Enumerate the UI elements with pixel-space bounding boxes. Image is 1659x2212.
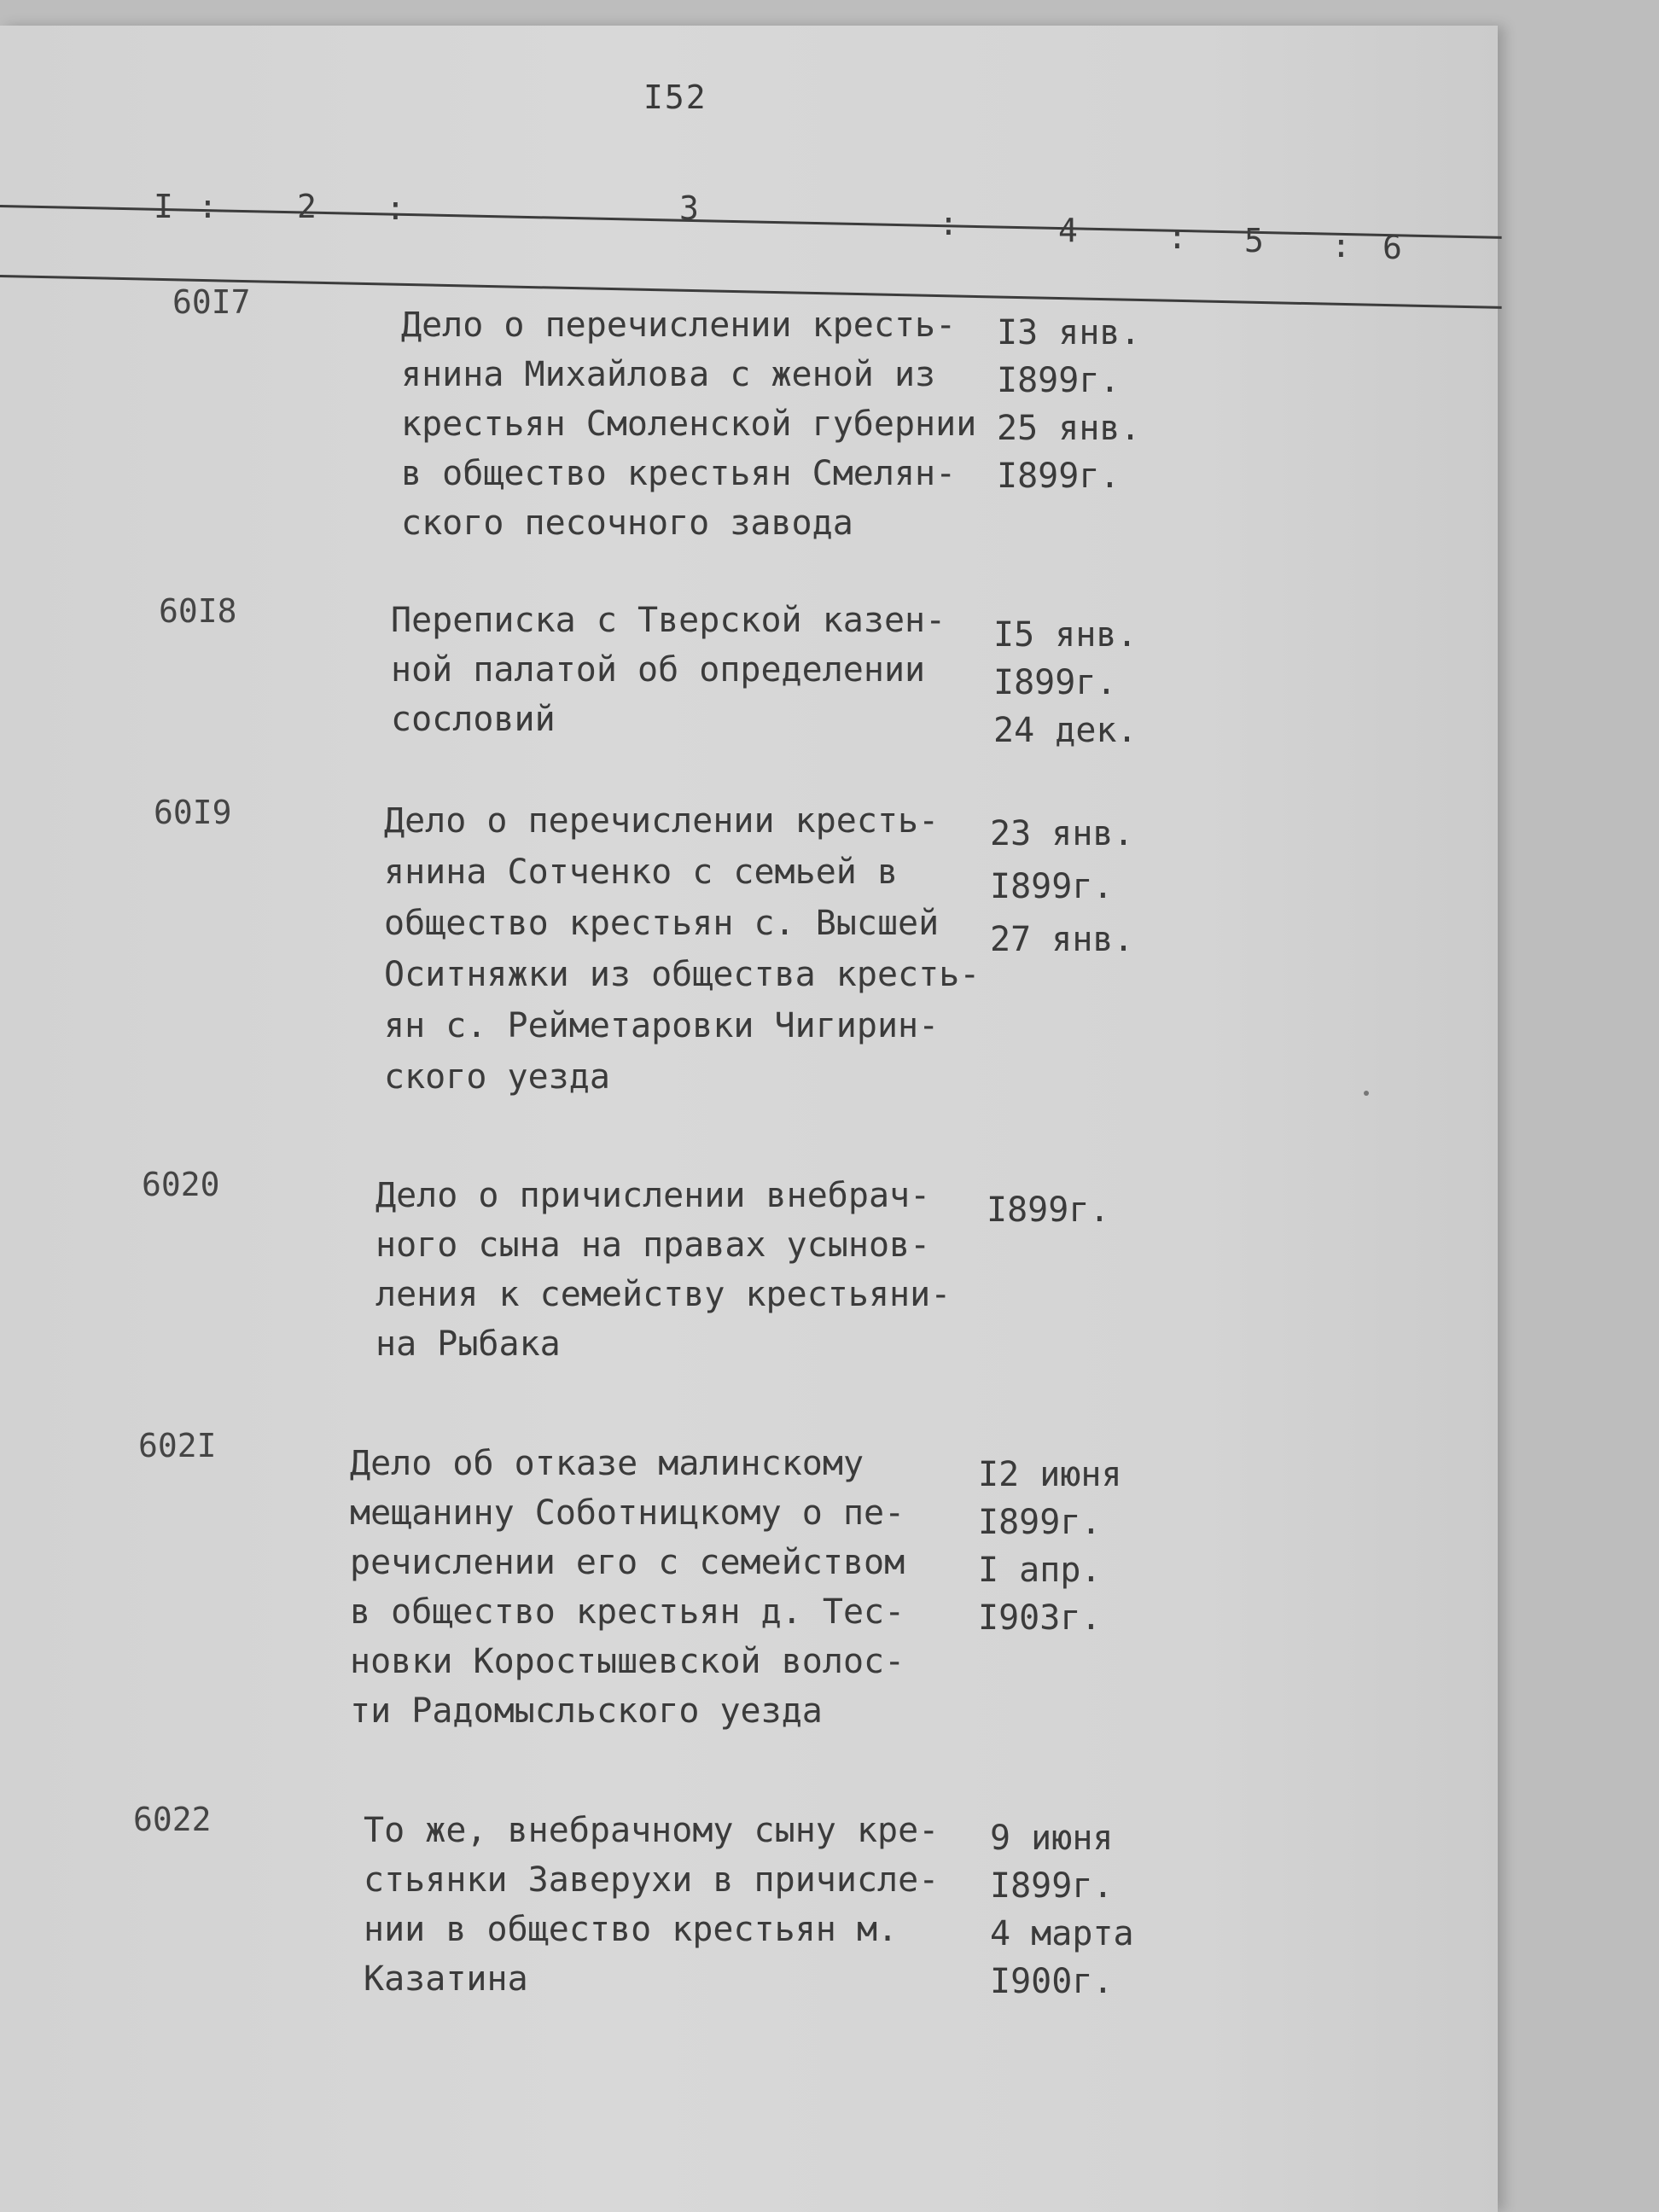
- column-separator: :: [1167, 218, 1187, 256]
- entry-description: То же, внебрачному сыну кре- стьянки Заверухи в причисле- нии в общество крестьян м. Казатина: [364, 1811, 940, 1999]
- column-header-2: 2: [297, 188, 317, 225]
- column-separator: :: [939, 205, 958, 242]
- column-separator: :: [1331, 227, 1351, 265]
- column-separator: :: [386, 189, 405, 227]
- column-header-6: 6: [1382, 229, 1402, 266]
- table-header-top-rule: [0, 205, 1502, 239]
- column-header-1: I: [154, 188, 173, 225]
- column-header-3: 3: [679, 189, 699, 227]
- entry-description: Дело о перечислении кресть- янина Михайлова с женой из крестьян Смоленской губернии в общество крестьян Смелян- ского песочного завода: [401, 306, 977, 543]
- entry-description: Переписка с Тверской казен- ной палатой об определении сословий: [391, 601, 946, 739]
- entry-description: Дело о перечислении кресть- янина Сотченко с семьей в общество крестьян с. Высшей Оситняжки из общества кресть- ян с. Рейметаровки Чигирин- ского уезда: [384, 801, 981, 1097]
- entry-number: 60I9: [154, 794, 232, 831]
- entry-number: 6022: [133, 1801, 212, 1838]
- entry-dates: I899г.: [987, 1190, 1110, 1230]
- column-header-4: 4: [1058, 212, 1078, 249]
- column-header-5: 5: [1244, 222, 1264, 259]
- entry-dates: I5 янв. I899г. 24 дек.: [993, 615, 1138, 750]
- document-page: [0, 26, 1498, 2212]
- paper-speck: [1364, 1091, 1369, 1096]
- column-separator: :: [198, 188, 218, 225]
- entry-dates: 9 июня I899г. 4 марта I900г.: [990, 1819, 1134, 2001]
- entry-dates: I2 июня I899г. I апр. I903г.: [978, 1455, 1122, 1638]
- entry-number: 602I: [138, 1427, 217, 1464]
- entry-description: Дело о причислении внебрач- ного сына на правах усынов- ления к семейству крестьяни- на Рыбака: [375, 1176, 952, 1364]
- entry-dates: 23 янв. I899г. 27 янв.: [990, 814, 1134, 959]
- entry-number: 6020: [142, 1166, 220, 1203]
- entry-dates: I3 янв. I899г. 25 янв. I899г.: [997, 313, 1141, 496]
- page-number: I52: [643, 79, 707, 116]
- entry-description: Дело об отказе малинскому мещанину Соботницкому о пе- речислении его с семейством в общество крестьян д. Тес- новки Коростышевской волос- ти Радомысльского уезда: [350, 1444, 905, 1731]
- entry-number: 60I7: [172, 283, 251, 321]
- entry-number: 60I8: [159, 592, 237, 630]
